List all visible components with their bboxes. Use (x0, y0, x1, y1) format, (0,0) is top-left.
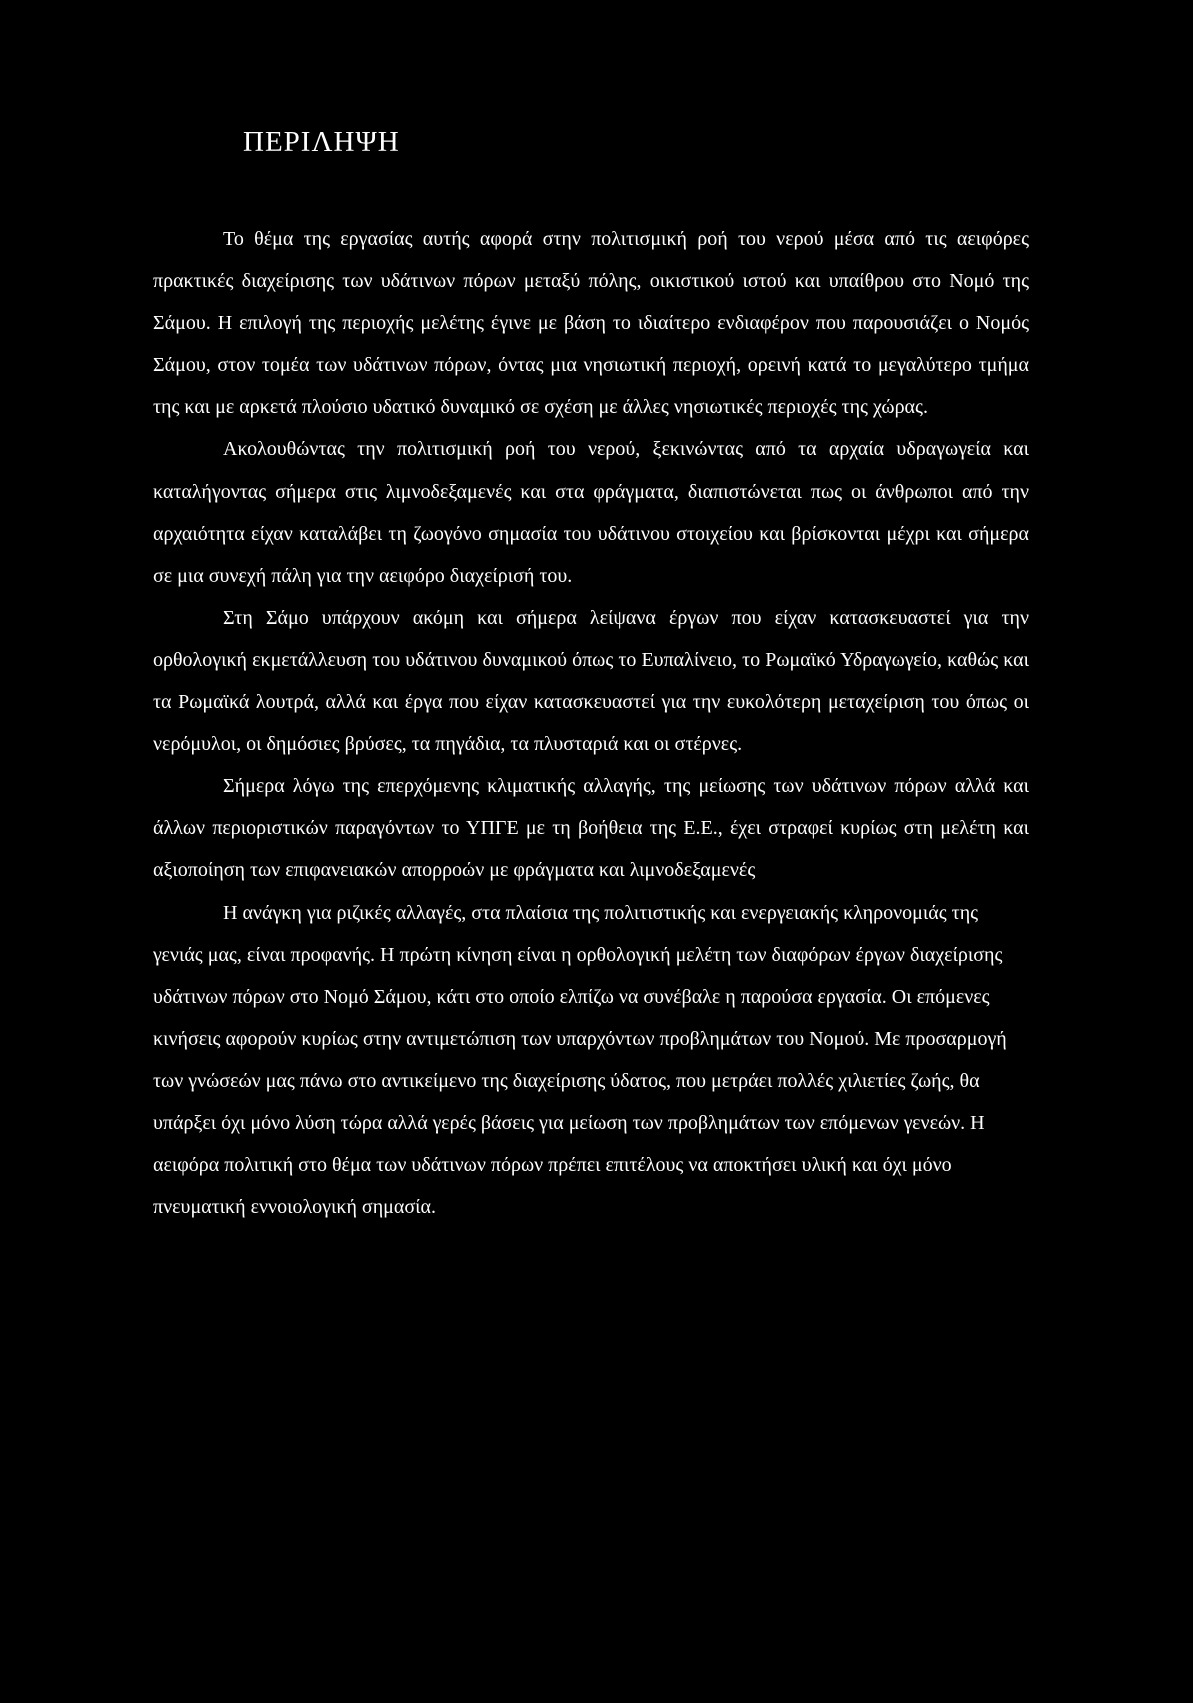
paragraph-4: Σήμερα λόγω της επερχόμενης κλιματικής αλλαγής, της μείωσης των υδάτινων πόρων αλλά και άλλων περιοριστικών παραγόντων το ΥΠΓΕ με τη βοήθεια της Ε.Ε., έχει στραφεί κυρίως στη μελέτη και αξιοποίηση των επιφανειακών απορροών με φράγματα και λιμνοδεξαμενές (153, 775, 1029, 882)
paragraph-3: Στη Σάμο υπάρχουν ακόμη και σήμερα λείψανα έργων που είχαν κατασκευαστεί για την ορθολογική εκμετάλλευση του υδάτινου δυναμικού όπως το Ευπαλίνειο, το Ρωμαϊκό Υδραγωγείο, καθώς και τα Ρωμαϊκά λουτρά, αλλά και έργα που είχαν κατασκευαστεί για την ευκολότερη μεταχείριση του όπως οι νερόμυλοι, οι δημόσιες βρύσες, τα πηγάδια, τα πλυσταριά και οι στέρνες. (153, 606, 1029, 756)
paragraph-5: Η ανάγκη για ριζικές αλλαγές, στα πλαίσια της πολιτιστικής και ενεργειακής κληρονομιάς της γενιάς μας, είναι προφανής. Η πρώτη κίνηση είναι η ορθολογική μελέτη των διαφόρων έργων διαχείρισης υδάτινων πόρων στο Νομό Σάμου, κάτι στο οποίο ελπίζω να συνέβαλε η παρούσα εργασία. Οι επόμενες κινήσεις αφορούν κυρίως στην αντιμετώπιση των υπαρχόντων προβλημάτων του Νομού. Με προσαρμογή των γνώσεών μας πάνω στο αντικείμενο της διαχείρισης ύδατος, που μετράει πολλές χιλιετίες ζωής, θα υπάρξει όχι μόνο λύση τώρα αλλά γερές βάσεις για μείωση των προβλημάτων των επόμενων γενεών. Η αειφόρα πολιτική στο θέμα των υδάτινων πόρων πρέπει επιτέλους να αποκτήσει υλική και όχι μόνο πνευματική εννοιολογική σημασία. (153, 901, 1007, 1219)
paragraph-1: Το θέμα της εργασίας αυτής αφορά στην πολιτισμική ροή του νερού μέσα από τις αειφόρες πρακτικές διαχείρισης των υδάτινων πόρων μεταξύ πόλης, οικιστικού ιστού και υπαίθρου στο Νομό της Σάμου. Η επιλογή της περιοχής μελέτης έγινε με βάση το ιδιαίτερο ενδιαφέρον που παρουσιάζει ο Νομός Σάμου, στον τομέα των υδάτινων πόρων, όντας μια νησιωτική περιοχή, ορεινή κατά το μεγαλύτερο τμήμα της και με αρκετά πλούσιο υδατικό δυναμικό σε σχέση με άλλες νησιωτικές περιοχές της χώρας. (153, 228, 1029, 419)
abstract-body (153, 218, 1029, 1228)
paragraph-2: Ακολουθώντας την πολιτισμική ροή του νερού, ξεκινώντας από τα αρχαία υδραγωγεία και καταλήγοντας σήμερα στις λιμνοδεξαμενές και στα φράγματα, διαπιστώνεται πως οι άνθρωποι από την αρχαιότητα είχαν καταλάβει τη ζωογόνο σημασία του υδάτινου στοιχείου και βρίσκονται μέχρι και σήμερα σε μια συνεχή πάλη για την αειφόρο διαχείρισή του. (153, 438, 1029, 587)
page-title: ΠΕΡΙΛΗΨΗ (243, 126, 400, 158)
